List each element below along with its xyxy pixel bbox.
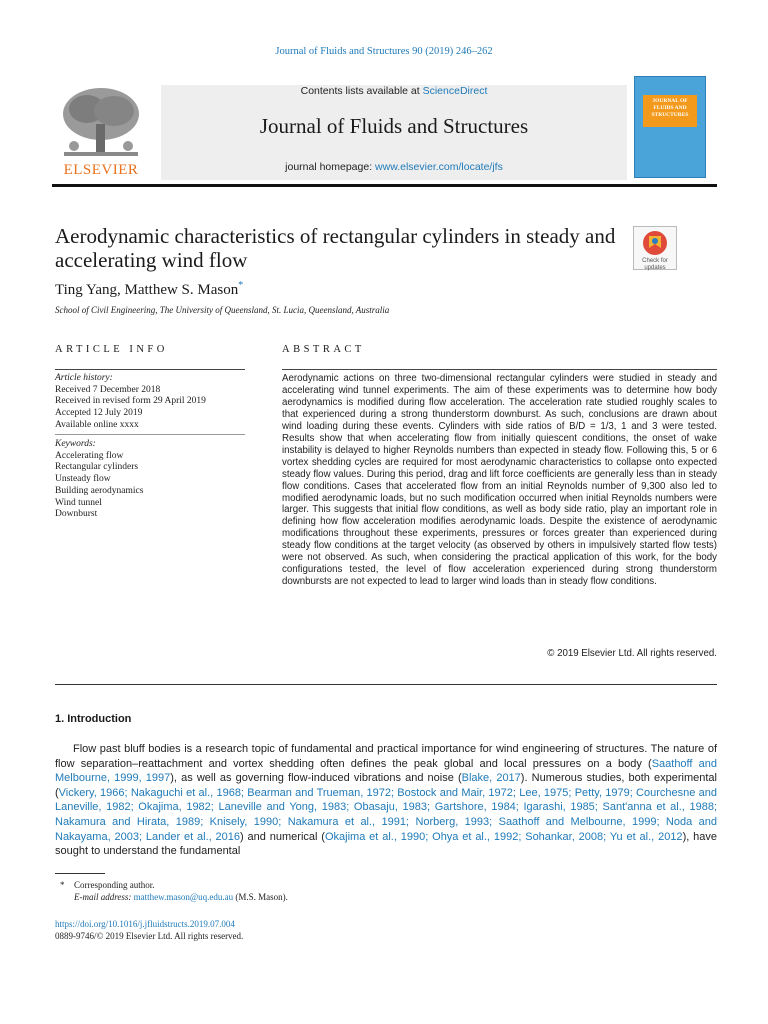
abstract-copyright: © 2019 Elsevier Ltd. All rights reserved. [547, 648, 717, 659]
issn-line: 0889-9746/© 2019 Elsevier Ltd. All rights reserved. [55, 931, 244, 941]
elsevier-wordmark: ELSEVIER [63, 162, 139, 178]
citation-link[interactable]: Blake, 2017 [461, 772, 521, 785]
corresponding-footnote [60, 880, 660, 890]
keyword: Wind tunnel [55, 497, 102, 508]
history-label: Article history: [55, 373, 113, 383]
keyword: Unsteady flow [55, 474, 111, 485]
email-link[interactable]: matthew.mason@uq.edu.au [133, 892, 234, 902]
cover-title: JOURNAL OF FLUIDS AND STRUCTURES [643, 95, 697, 127]
email-label: E-mail address: [74, 892, 132, 902]
section-rule [55, 684, 717, 685]
intro-text: Flow past bluff bodies is a research topic of fundamental and practical importance for wind engineering of structures. The nature of flow separation–reattachment and vortex shedding often defines the peak global and local pressures on a body ( [55, 743, 717, 770]
journal-reference[interactable]: Journal of Fluids and Structures 90 (2019) 246–262 [275, 46, 493, 57]
abstract-text: Aerodynamic actions on three two-dimensional rectangular cylinders were studied in steady and accelerating wind tunnel experiments. The aim of these experiments was to determine how body aerodynamics is modified during flow acceleration. The acceleration rate studied roughly scales to that experienced during a strong thunderstorm downburst. As such, conclusions are drawn about wind loading during these events. Cylinders with side ratios of B/D = 1/3, 1 and 3 were tested. Results show that when accelerating flow from initially quiescent conditions, the onset of wake instability is delayed to higher Reynolds numbers than expected in steady flow. Following this, 5 or 6 vortex shedding cycles are required for most aerodynamic characteristics to collapse onto expected steady flow values. During this period, drag and lift force coefficients are generally less than in steady flow conditions. Cases that accelerated flow from an initial Reynolds number of 9,300 also led to modified aerodynamic loads, but no such modification occurred when initial Reynolds numbers were larger. This suggests that initial flow conditions, as well as body side ratio, play an important role in defining how flow acceleration modifies aerodynamic loads. Despite the existence of aerodynamic modifications throughout these experiments, pressures or forces greater than experienced during steady flow conditions at the target velocity (as observed by others in impulsively started flow tests) were not observed. As such, when considering the practical application of this work, for the body configurations tested, the level of flow acceleration experienced during strong thunderstorm downbursts are not expected to lead to larger wind loads than in steady flow conditions. [282, 373, 717, 588]
header-rule [52, 184, 717, 187]
citation-link[interactable]: Vickery, 1966; Nakaguchi et al., 1968; Bearman and Trueman, 1972; Bostock and Mair, 1972; Lee, 1975; Petty, 1979; Courchesne and Laneville, 1982; Okajima, 1982; Laneville and Yong, 1983; Obasaju, 1983; Gartshore, 1984; Igarashi, 1985; Sant'anna et al., 1988; Nakamura and Hirata, 1989; Knisely, 1990; Nakamura et al., 1991; Norberg, 1993; Saathoff and Melbourne, 1999; Noda and Nakayama, 2003; Lander et al., 2016 [55, 786, 717, 843]
intro-text: ) and numerical ( [240, 830, 325, 843]
homepage-prefix: journal homepage: [285, 161, 376, 173]
history-revised: Received in revised form 29 April 2019 [55, 396, 206, 407]
keywords [55, 439, 245, 521]
keyword: Downburst [55, 509, 98, 520]
journal-homepage-line [161, 161, 627, 173]
contents-prefix: Contents lists available at [300, 85, 423, 97]
article-info-rule [55, 369, 245, 370]
email-suffix: (M.S. Mason). [233, 892, 288, 902]
article-history [55, 373, 245, 432]
authors-line [55, 280, 243, 299]
crossmark-label: Check for updates [642, 258, 668, 271]
intro-text: ), as well as governing flow-induced vibrations and noise ( [170, 772, 462, 785]
email-footnote [60, 892, 660, 902]
sciencedirect-link[interactable]: ScienceDirect [422, 85, 488, 97]
crossmark-icon [642, 230, 668, 256]
introduction-paragraph [55, 742, 717, 859]
article-info-heading: ARTICLE INFO [55, 344, 168, 355]
history-received: Received 7 December 2018 [55, 384, 161, 395]
corresponding-author-mark[interactable]: * [238, 280, 244, 291]
contents-line [161, 85, 627, 97]
citation-link[interactable]: Saathoff and Melbourne, 1999, 1997 [55, 757, 717, 785]
paper-title: Aerodynamic characteristics of rectangular cylinders in steady and accelerating wind flow [55, 224, 616, 272]
crossmark-badge[interactable] [633, 226, 677, 270]
citation-link[interactable]: Okajima et al., 1990; Ohya et al., 1992; Sohankar, 2008; Yu et al., 2012 [324, 830, 683, 843]
abstract-heading: ABSTRACT [282, 344, 365, 355]
abstract-rule [282, 369, 717, 370]
keyword: Rectangular cylinders [55, 462, 139, 473]
footnote-rule [55, 873, 105, 874]
footnote-mark: * [60, 880, 65, 890]
homepage-link[interactable]: www.elsevier.com/locate/jfs [375, 161, 503, 173]
journal-title: Journal of Fluids and Structures [259, 114, 529, 138]
keywords-rule [55, 434, 245, 435]
intro-text: ). Numerous studies, both experimental ( [55, 772, 717, 799]
authors: Ting Yang, Matthew S. Mason [55, 282, 239, 298]
affiliation: School of Civil Engineering, The University of Queensland, St. Lucia, Queensland, Australia [55, 305, 390, 315]
keywords-label: Keywords: [55, 439, 96, 449]
journal-cover-thumbnail[interactable] [634, 76, 706, 178]
history-accepted: Accepted 12 July 2019 [55, 408, 143, 419]
corresponding-label: Corresponding author. [74, 880, 155, 890]
keyword: Accelerating flow [55, 450, 124, 461]
doi-link[interactable]: https://doi.org/10.1016/j.jfluidstructs.2019.07.004 [55, 919, 235, 929]
intro-text: ), have sought to understand the fundamental [55, 830, 717, 858]
history-online: Available online xxxx [55, 419, 139, 430]
introduction-heading: 1. Introduction [55, 713, 132, 725]
keyword: Building aerodynamics [55, 485, 144, 496]
